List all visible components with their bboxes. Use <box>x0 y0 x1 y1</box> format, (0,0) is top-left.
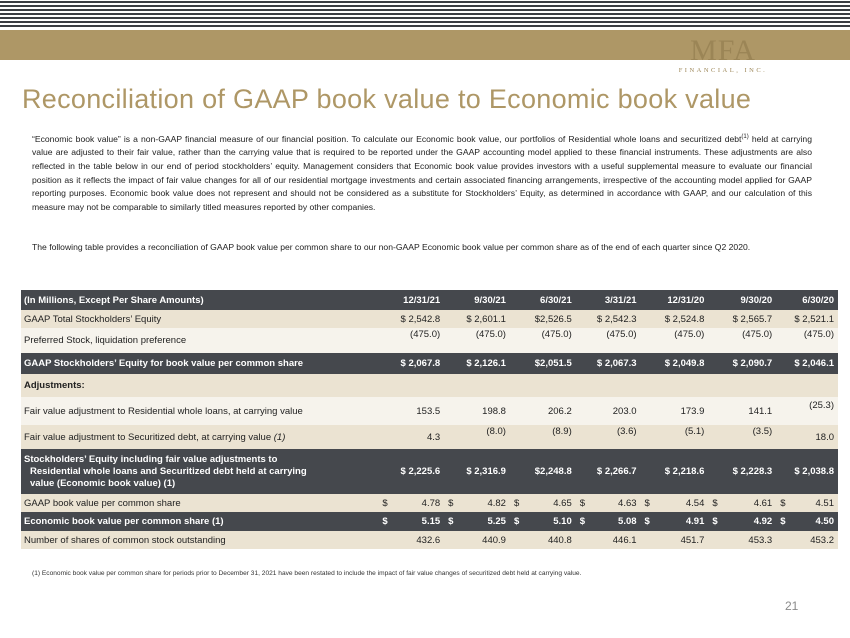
table-cell: 198.8 <box>444 397 510 425</box>
row-label-note: (1) <box>273 431 286 443</box>
table-cell: 18.0 <box>776 425 838 449</box>
row-label-line: Residential whole loans and Securitized debt held at carrying <box>30 465 307 477</box>
table-row-gaap-common <box>21 353 838 374</box>
table-cell: 4.61 <box>753 497 773 509</box>
table-cell: $ 2,565.7 <box>708 310 776 328</box>
logo-wordmark: MFA <box>690 34 756 67</box>
table-cell: $2,526.5 <box>510 310 576 328</box>
table-cell: (475.0) <box>674 329 705 340</box>
table-cell: $2,051.5 <box>510 353 576 374</box>
table-cell: $ 2,524.8 <box>641 310 709 328</box>
table-row-gaap-bv-share <box>21 494 838 512</box>
dollar-sign: $ <box>780 497 786 509</box>
table-cell: 4.3 <box>378 425 444 449</box>
table-cell: $ 2,521.1 <box>776 310 838 328</box>
table-cell: (475.0) <box>410 329 441 340</box>
table-cell: $ 2,601.1 <box>444 310 510 328</box>
page-title: Reconciliation of GAAP book value to Economic book value <box>22 84 752 114</box>
table-cell: (3.6) <box>616 425 637 437</box>
table-cell: $ 2,542.8 <box>378 310 444 328</box>
table-row-fv-debt <box>21 425 838 449</box>
reconciliation-table <box>21 290 838 549</box>
row-label-line: value (Economic book value) (1) <box>30 477 176 489</box>
table-cell: (8.0) <box>486 425 506 437</box>
table-cell: $ 2,126.1 <box>444 353 510 374</box>
table-cell: 4.91 <box>685 516 705 527</box>
col-header: 12/31/20 <box>641 290 709 310</box>
page-number: 21 <box>785 599 799 613</box>
table-cell: 440.8 <box>510 531 576 549</box>
table-cell: $ 2,542.3 <box>576 310 641 328</box>
dollar-sign: $ <box>579 516 586 527</box>
dollar-sign: $ <box>382 516 388 527</box>
table-cell: 451.7 <box>641 531 709 549</box>
row-label: Fair value adjustment to Residential whole loans, at carrying value <box>21 397 378 425</box>
dollar-sign: $ <box>712 497 718 509</box>
col-header: 6/30/20 <box>776 290 838 310</box>
dollar-sign: $ <box>513 516 520 527</box>
intro-text-2: held at carrying value are adjusted to their fair value, rather than the carrying value that is required to be reported under the GAAP accounting model applied to these financial instruments. These adjustments are also reflected in the table below in our end of period stockholders’ equity. Management considers that Economic book value provides investors with a useful supplemental measure to evaluate our financial position as it reflects the impact of fair value changes for all of our residential mortgage investments and certain associated financing arrangements, irrespective of the accounting model applied for GAAP reporting purposes. Economic book value does not represent and should not be considered as a substitute for Stockholders’ Equity, as determined in accordance with GAAP, and our calculation of this measure may not be comparable to similarly titled measures reported by other companies. <box>32 133 812 212</box>
col-header: 12/31/21 <box>378 290 444 310</box>
table-cell: 4.92 <box>753 516 773 527</box>
table-cell: $ 2,038.8 <box>776 449 838 494</box>
table-cell: (5.1) <box>684 425 705 437</box>
footnote: (1) Economic book value per common share for periods prior to December 31, 2021 have been restated to include the impact of fair value changes of securitized debt held at carrying value. <box>32 570 582 577</box>
dollar-sign: $ <box>712 516 718 527</box>
row-label: GAAP Stockholders’ Equity for book value per common share <box>21 353 378 374</box>
row-label-text: Fair value adjustment to Securitized debt, at carrying value <box>24 431 274 443</box>
row-label-line: Stockholders’ Equity including fair value adjustments to <box>24 453 278 465</box>
row-label: Economic book value per common share (1) <box>21 512 378 531</box>
table-cell: (3.5) <box>752 425 773 437</box>
table-cell: 4.54 <box>685 497 705 509</box>
table-row-preferred <box>21 328 838 353</box>
table-cell: 141.1 <box>708 397 776 425</box>
table-cell: $ 2,090.7 <box>708 353 776 374</box>
table-intro-paragraph: The following table provides a reconciliation of GAAP book value per common share to our non-GAAP Economic book value per common share as of the end of each quarter since Q2 2020. <box>32 242 751 252</box>
table-cell: 206.2 <box>510 397 576 425</box>
table-row-fv-loans <box>21 397 838 425</box>
table-row-economic-bv-share <box>21 512 838 531</box>
table-cell: $ 2,218.6 <box>641 449 709 494</box>
table-cell: (475.0) <box>541 329 572 340</box>
intro-paragraph <box>32 131 812 214</box>
table-cell: 5.08 <box>618 516 637 527</box>
col-header: 3/31/21 <box>576 290 641 310</box>
table-cell: 453.3 <box>708 531 776 549</box>
table-cell: 4.82 <box>487 497 506 509</box>
table-cell: 203.0 <box>576 397 641 425</box>
table-cell: 5.25 <box>487 516 506 527</box>
table-cell: $ 2,225.6 <box>378 449 444 494</box>
logo-subtitle: FINANCIAL, INC. <box>678 67 768 74</box>
table-cell: 453.2 <box>776 531 838 549</box>
table-cell: (475.0) <box>803 329 834 340</box>
row-label: GAAP Total Stockholders’ Equity <box>21 310 378 328</box>
table-cell: 4.65 <box>553 497 572 509</box>
company-logo <box>668 36 778 76</box>
dollar-sign: $ <box>513 497 520 509</box>
table-cell: 5.10 <box>553 516 572 527</box>
table-row-economic-equity <box>21 449 838 494</box>
dollar-sign: $ <box>644 516 650 527</box>
table-cell: 4.78 <box>421 497 441 509</box>
col-header: 9/30/21 <box>444 290 510 310</box>
table-cell: $ 2,266.7 <box>576 449 641 494</box>
row-label <box>21 449 378 494</box>
dollar-sign: $ <box>448 497 454 509</box>
table-row-adjustments <box>21 374 838 397</box>
table-cell: 446.1 <box>576 531 641 549</box>
col-header: 6/30/21 <box>510 290 576 310</box>
intro-text-1: “Economic book value” is a non-GAAP financial measure of our financial position. To calculate our Economic book value, our portfolios of Residential whole loans and securitized debt <box>32 133 742 144</box>
row-label: Number of shares of common stock outstanding <box>21 531 378 549</box>
row-label: GAAP book value per common share <box>21 494 378 512</box>
table-cell: $ 2,316.9 <box>444 449 510 494</box>
table-cell: (475.0) <box>742 329 773 340</box>
table-cell: 173.9 <box>641 397 709 425</box>
table-cell: $ 2,049.8 <box>641 353 709 374</box>
row-label: Adjustments: <box>21 374 378 397</box>
dollar-sign: $ <box>780 516 786 527</box>
row-label: Preferred Stock, liquidation preference <box>21 328 378 353</box>
table-cell: 4.51 <box>815 497 834 509</box>
dollar-sign: $ <box>448 516 454 527</box>
table-cell: (475.0) <box>475 329 506 340</box>
table-cell: $ 2,067.3 <box>576 353 641 374</box>
col-header: 9/30/20 <box>708 290 776 310</box>
table-cell: 440.9 <box>444 531 510 549</box>
intro-footnote-mark: (1) <box>741 134 749 140</box>
table-cell: 4.63 <box>618 497 637 509</box>
dollar-sign: $ <box>382 497 388 509</box>
dollar-sign: $ <box>644 497 650 509</box>
dollar-sign: $ <box>579 497 586 509</box>
table-cell: $ 2,046.1 <box>776 353 838 374</box>
table-cell: 4.50 <box>815 516 834 527</box>
table-cell: (25.3) <box>809 399 834 411</box>
table-cell: $ 2,067.8 <box>378 353 444 374</box>
table-row-shares <box>21 531 838 549</box>
table-cell: (475.0) <box>606 329 637 340</box>
table-cell: 432.6 <box>378 531 444 549</box>
table-cell: (8.9) <box>552 425 572 437</box>
header-stripes <box>0 0 850 30</box>
table-cell: 153.5 <box>378 397 444 425</box>
table-row-gaap-equity <box>21 310 838 328</box>
header-label: (In Millions, Except Per Share Amounts) <box>21 290 378 310</box>
row-label <box>21 425 378 449</box>
table-cell: $ 2,228.3 <box>708 449 776 494</box>
table-header-row <box>21 290 838 310</box>
table-cell: 5.15 <box>421 516 441 527</box>
table-cell: $2,248.8 <box>510 449 576 494</box>
